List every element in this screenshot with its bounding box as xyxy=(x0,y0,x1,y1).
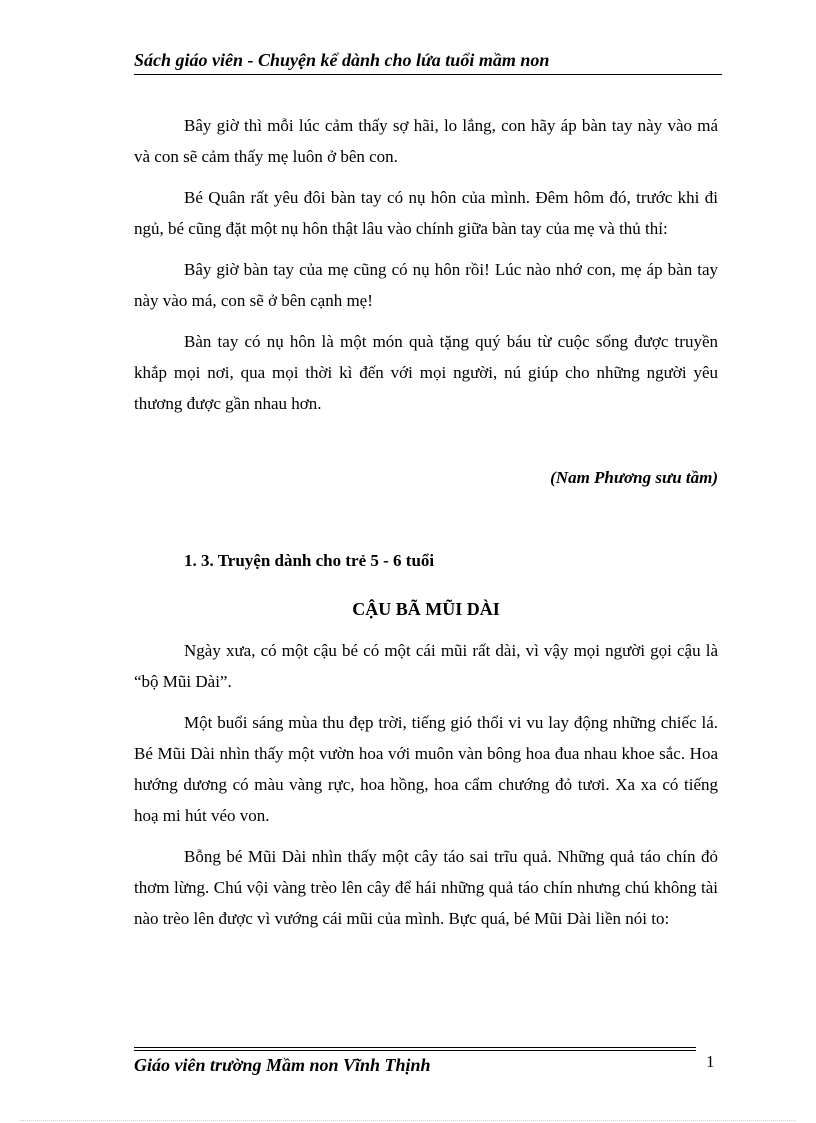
paragraph: Bàn tay có nụ hôn là một món quà tặng quý báu từ cuộc sống được truyền khắp mọi nơi, qua mọi thời kì đến với mọi người, nú giúp cho những người yêu thương được gần nhau hơn. xyxy=(134,332,718,413)
footer-divider xyxy=(134,1047,696,1051)
story-one-body xyxy=(134,110,718,429)
paragraph: Ngày xưa, có một cậu bé có một cái mũi rất dài, vì vậy mọi người gọi cậu là “bộ Mũi Dài”. xyxy=(134,641,718,691)
paragraph: Bỗng bé Mũi Dài nhìn thấy một cây táo sai trĩu quả. Những quả táo chín đỏ thơm lừng. Chú vội vàng trèo lên cây để hái những quả táo chín nhưng chú không tài nào trèo lên được vì vướng cái mũi của mình. Bực quá, bé Mũi Dài liền nói to: xyxy=(134,847,718,928)
paragraph: Bây giờ bàn tay của mẹ cũng có nụ hôn rồi! Lúc nào nhớ con, mẹ áp bàn tay này vào má, con sẽ ở bên cạnh mẹ! xyxy=(134,260,718,310)
page-edge-divider xyxy=(20,1120,796,1121)
paragraph: Bé Quân rất yêu đôi bàn tay có nụ hôn của mình. Đêm hôm đó, trước khi đi ngủ, bé cũng đặt một nụ hôn thật lâu vào chính giữa bàn tay của mẹ và thủ thỉ: xyxy=(134,188,718,238)
attribution: (Nam Phương sưu tầm) xyxy=(550,468,718,487)
story-two-body xyxy=(134,635,718,944)
page-footer: Giáo viên trường Mầm non Vĩnh Thịnh xyxy=(134,1055,431,1075)
section-heading: 1. 3. Truyện dành cho trẻ 5 - 6 tuổi xyxy=(184,551,435,570)
page-number: 1 xyxy=(706,1052,715,1071)
story-title: CẬU BÃ MŨI DÀI xyxy=(352,599,500,619)
paragraph: Bây giờ thì mỗi lúc cảm thấy sợ hãi, lo lắng, con hãy áp bàn tay này vào má và con sẽ cảm thấy mẹ luôn ở bên con. xyxy=(134,116,718,166)
page-header: Sách giáo viên - Chuyện kể dành cho lứa tuổi mầm non xyxy=(134,48,722,75)
paragraph: Một buổi sáng mùa thu đẹp trời, tiếng gió thổi vi vu lay động những chiếc lá. Bé Mũi Dài nhìn thấy một vườn hoa với muôn vàn bông hoa đua nhau khoe sắc. Hoa hướng dương có màu vàng rực, hoa hồng, hoa cẩm chướng đỏ tươi. Xa xa có tiếng hoạ mi hút véo von. xyxy=(134,713,718,825)
